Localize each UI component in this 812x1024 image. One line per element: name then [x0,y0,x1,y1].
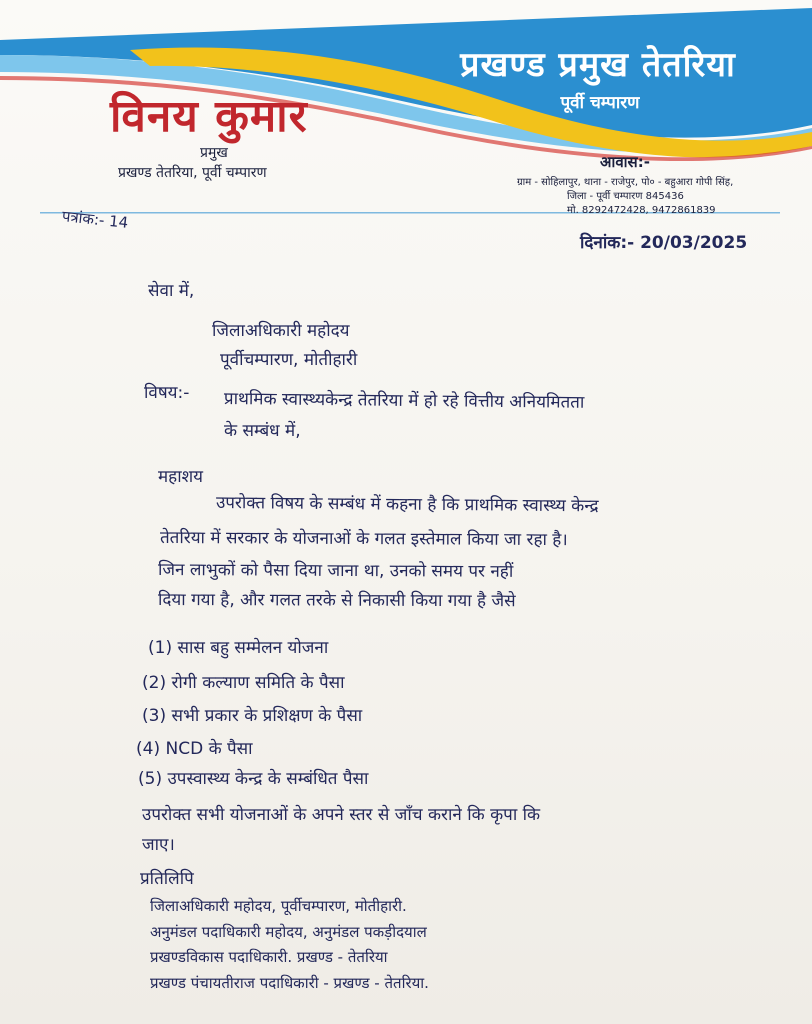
residence-address-line: ग्राम - सोहिलापुर, थाना - राजेपुर, पो० - बहुआरा गोपी सिंह, [517,177,734,188]
person-name: विनय कुमार [110,91,308,142]
closing-line: उपरोक्त सभी योजनाओं के अपने स्तर से जाँच कराने कि कृपा कि [142,805,541,825]
residence-district-line: जिला - पूर्वी चम्पारण 845436 [567,191,684,202]
residence-phone-line: मो. 8292472428, 9472861839 [567,205,716,216]
letterhead [0,0,812,215]
body-line: जिन लाभुकों को पैसा दिया जाना था, उनको समय पर नहीं [157,560,514,582]
subject-label: विषय:- [144,383,190,403]
addressee-intro: सेवा में, [148,281,195,301]
subject-line: के सम्बंध में, [224,421,301,441]
subject-line: प्राथमिक स्वास्थ्यकेन्द्र तेतरिया में हो रहे वित्तीय अनियमितता [223,389,585,413]
person-area: प्रखण्ड तेतरिया, पूर्वी चम्पारण [118,165,267,181]
list-item: (4) NCD के पैसा [136,739,253,759]
copy-to-item: प्रखण्डविकास पदाधिकारी. प्रखण्ड - तेतरिया [150,948,388,966]
list-item: (2) रोगी कल्याण समिति के पैसा [142,673,345,693]
residence-label: आवास:- [600,153,650,171]
body-line: उपरोक्त विषय के सम्बंध में कहना है कि प्राथमिक स्वास्थ्य केन्द्र [215,493,599,517]
copy-to-label: प्रतिलिपि [140,869,194,889]
copy-to-item: अनुमंडल पदाधिकारी महोदय, अनुमंडल पकड़ीदयाल [150,923,427,941]
letter-date: दिनांक:- 20/03/2025 [580,233,748,253]
copy-to-item: जिलाअधिकारी महोदय, पूर्वीचम्पारण, मोतीहारी. [150,897,407,915]
body-line: तेतरिया में सरकार के योजनाओं के गलत इस्तेमाल किया जा रहा है। [159,528,568,551]
person-role: प्रमुख [200,145,228,161]
org-subtitle: पूर्वी चम्पारण [560,93,640,113]
closing-line: जाए। [142,835,175,855]
list-item: (5) उपस्वास्थ्य केन्द्र के सम्बंधित पैसा [138,769,369,789]
body-line: दिया गया है, और गलत तरके से निकासी किया गया है जैसे [157,590,516,612]
addressee-location: पूर्वीचम्पारण, मोतीहारी [220,350,358,370]
reference-number: पत्रांक:- 14 [61,207,130,232]
copy-to-item: प्रखण्ड पंचायतीराज पदाधिकारी - प्रखण्ड - तेतरिया. [150,974,429,992]
addressee-line: जिलाअधिकारी महोदय [212,321,350,341]
list-item: (3) सभी प्रकार के प्रशिक्षण के पैसा [142,706,363,726]
org-title: प्रखण्ड प्रमुख तेतरिया [460,45,736,85]
salutation: महाशय [158,467,204,487]
list-item: (1) सास बहु सम्मेलन योजना [148,638,329,658]
